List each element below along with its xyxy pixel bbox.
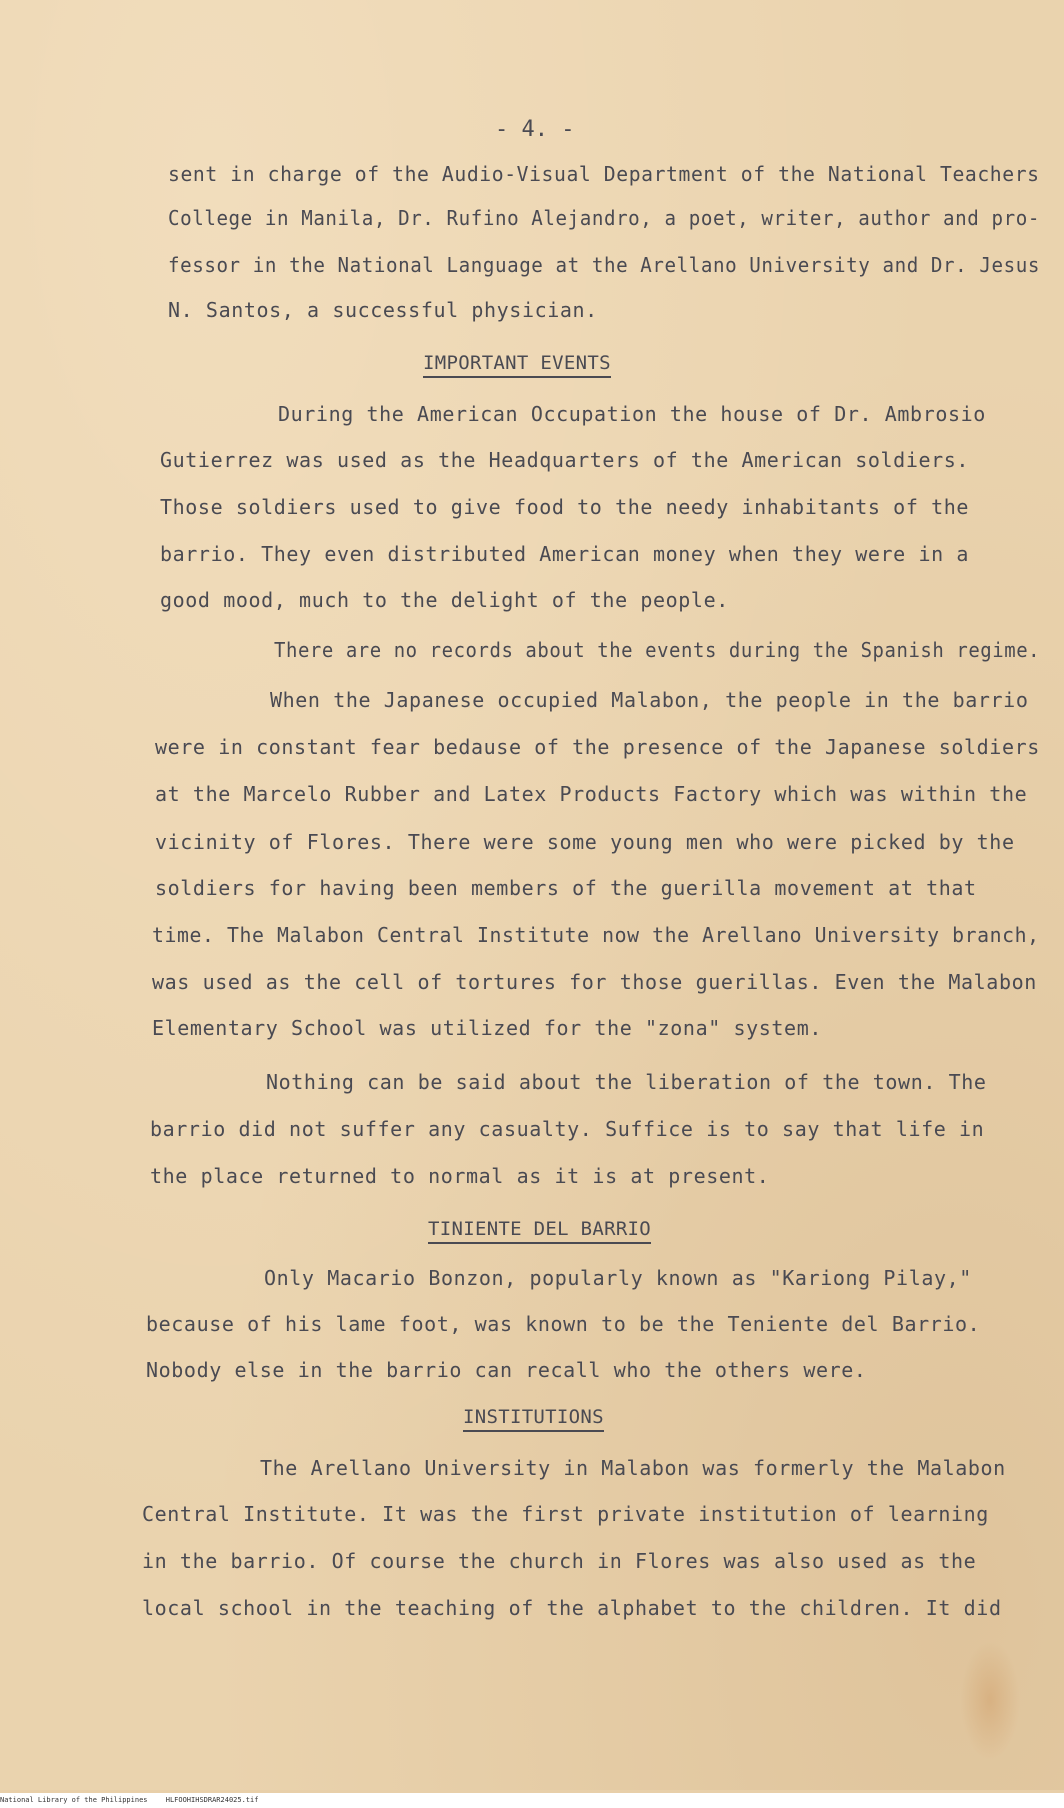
text-line: the place returned to normal as it is at present. — [150, 1164, 770, 1188]
text-line: because of his lame foot, was known to be the Teniente del Barrio. — [146, 1312, 981, 1336]
text-line: good mood, much to the delight of the people. — [160, 588, 729, 612]
paper-stain — [960, 1640, 1020, 1760]
page-number: - 4. - — [495, 117, 575, 142]
text-line: were in constant fear bedause of the presence of the Japanese soldiers — [155, 735, 1040, 759]
text-line: Those soldiers used to give food to the needy inhabitants of the — [160, 495, 970, 519]
scan-footer — [0, 1793, 1064, 1808]
footer-file: HLFOOHIHSDRAR24025.tif — [165, 1796, 259, 1804]
section-heading-teniente: TINIENTE DEL BARRIO — [428, 1218, 651, 1244]
text-line: Nothing can be said about the liberation of the town. The — [266, 1070, 987, 1094]
text-line: barrio did not suffer any casualty. Suffice is to say that life in — [150, 1117, 985, 1141]
text-line: sent in charge of the Audio-Visual Department of the National Teachers — [168, 162, 1040, 186]
text-line: Nobody else in the barrio can recall who the others were. — [146, 1358, 867, 1382]
footer-library: National Library of the Philippines — [0, 1796, 148, 1804]
text-line: in the barrio. Of course the church in Flores was also used as the — [142, 1549, 977, 1573]
text-line: College in Manila, Dr. Rufino Alejandro, a poet, writer, author and pro- — [168, 206, 1040, 230]
text-line: During the American Occupation the house of Dr. Ambrosio — [278, 402, 986, 426]
text-line: vicinity of Flores. There were some young men who were picked by the — [155, 830, 1015, 854]
text-line: barrio. They even distributed American money when they were in a — [160, 542, 970, 566]
text-line: N. Santos, a successful physician. — [168, 298, 598, 322]
text-line: There are no records about the events during the Spanish regime. — [274, 638, 1041, 662]
section-heading-institutions: INSTITUTIONS — [463, 1406, 604, 1432]
text-line: fessor in the National Language at the Arellano University and Dr. Jesus — [168, 253, 1040, 277]
text-line: soldiers for having been members of the guerilla movement at that — [155, 876, 977, 900]
text-line: was used as the cell of tortures for those guerillas. Even the Malabon — [152, 970, 1037, 994]
text-line: Elementary School was utilized for the "zona" system. — [152, 1016, 822, 1040]
text-line: Central Institute. It was the first private institution of learning — [142, 1502, 989, 1526]
text-line: Gutierrez was used as the Headquarters of the American soldiers. — [160, 448, 970, 472]
text-line: local school in the teaching of the alphabet to the children. It did — [142, 1596, 1002, 1620]
section-heading-important-events: IMPORTANT EVENTS — [423, 352, 611, 378]
text-line: Only Macario Bonzon, popularly known as "Kariong Pilay," — [264, 1266, 972, 1290]
text-line: time. The Malabon Central Institute now the Arellano University branch, — [152, 923, 1040, 947]
text-line: The Arellano University in Malabon was formerly the Malabon — [260, 1456, 1006, 1480]
text-line: at the Marcelo Rubber and Latex Products Factory which was within the — [155, 782, 1028, 806]
text-line: When the Japanese occupied Malabon, the people in the barrio — [270, 688, 1029, 712]
